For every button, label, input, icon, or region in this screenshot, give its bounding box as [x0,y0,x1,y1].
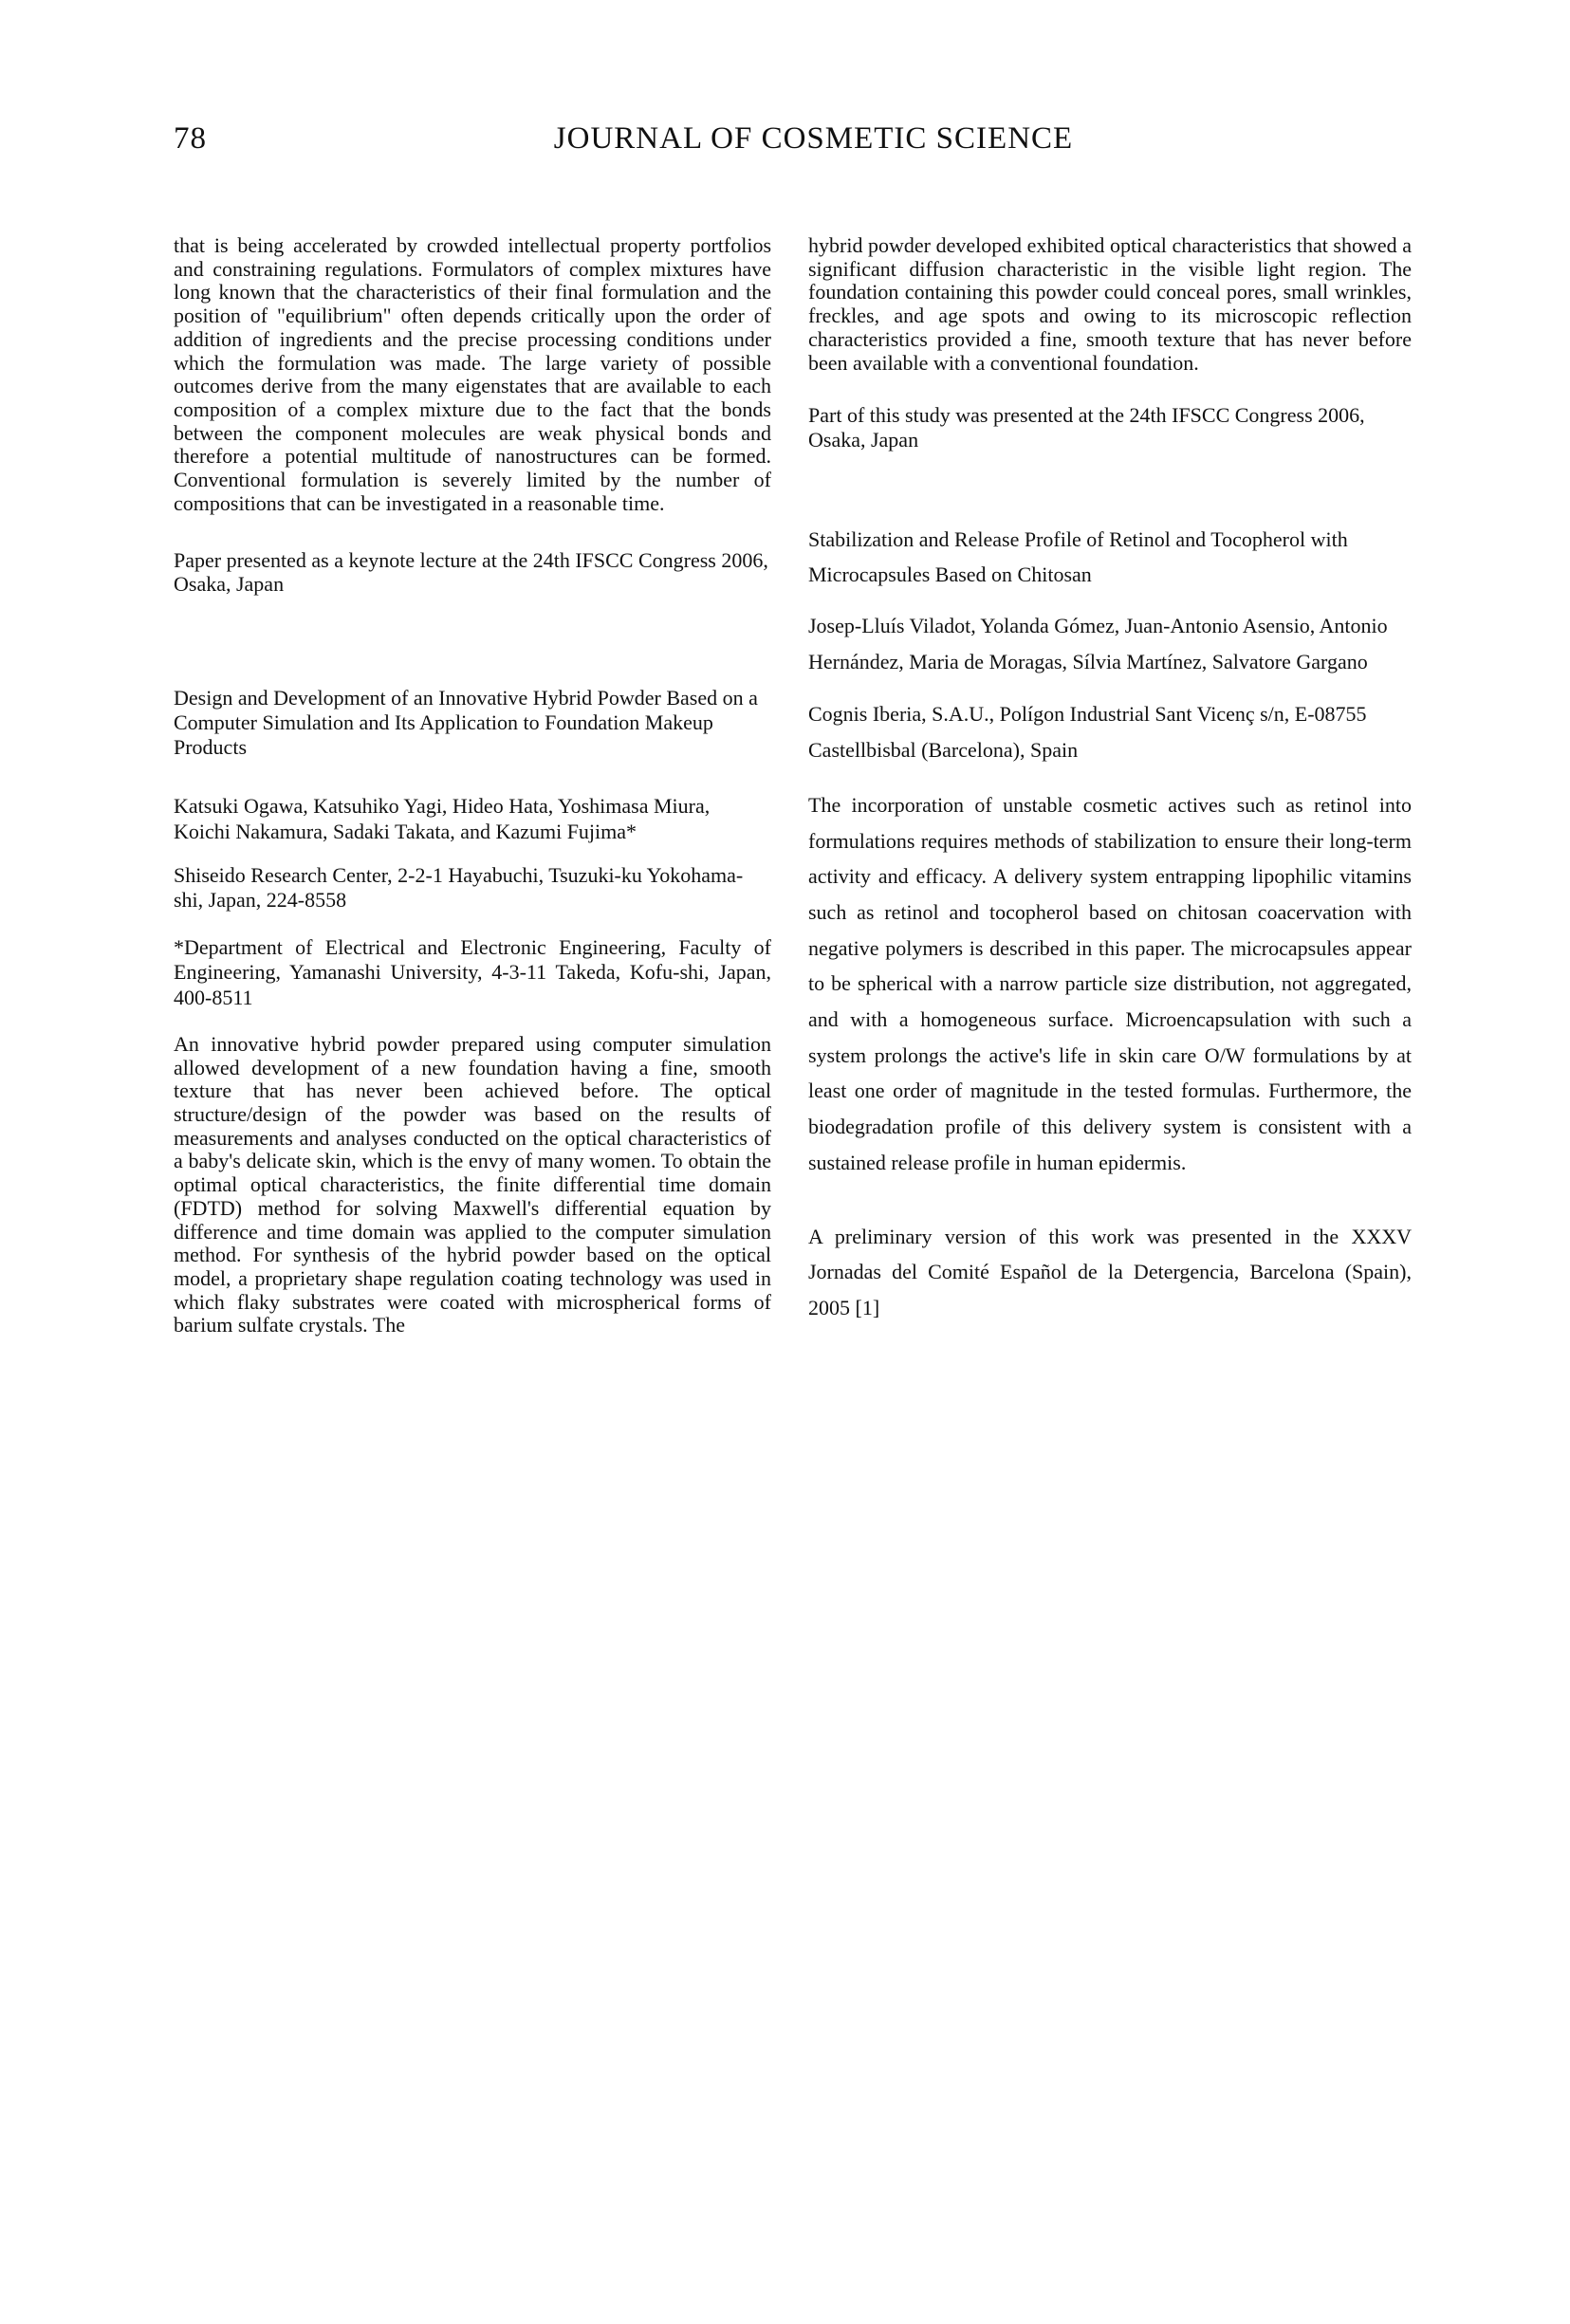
page-number: 78 [174,121,207,156]
left-column [174,234,771,1337]
left-presentation-note: Paper presented as a keynote lecture at the 24th IFSCC Congress 2006, Osaka, Japan [174,548,768,597]
article-1-title: Design and Development of an Innovative Hybrid Powder Based on a Computer Simulation and Its Application to Foundation Makeup Products [174,685,758,760]
continued-paragraph: that is being accelerated by crowded intellectual property portfolios and constraining regulations. Formulators of complex mixtures have long known that the characteristics of their final formulation and the position of "equilibrium" often depends critically upon the order of addition of ingredients and the precise processing conditions under which the formulation was made. The large variety of possible outcomes derive from the many eigenstates that are available to each composition of a complex mixture due to the fact that the bonds between the component molecules are weak physical bonds and therefore a potential multitude of nanostructures can be formed. Conventional formulation is severely limited by the number of compositions that can be investigated in a reasonable time. [174,233,771,515]
article-2-title: Stabilization and Release Profile of Retinol and Tocopherol with Microcapsules Based on Chitosan [808,526,1348,587]
article-2-authors: Josep-Lluís Viladot, Yolanda Gómez, Juan-Antonio Asensio, Antonio Hernández, Maria de Moragas, Sílvia Martínez, Salvatore Gargano [808,614,1388,673]
journal-title: JOURNAL OF COSMETIC SCIENCE [553,121,1074,156]
article-2-abstract: The incorporation of unstable cosmetic actives such as retinol into formulations requires methods of stabilization to ensure their long-term activity and efficacy. A delivery system entrapping lipophilic vitamins such as retinol and tocopherol based on chitosan coacervation with negative polymers is described in this paper. The microcapsules appear to be spherical with a narrow particle size distribution, not aggregated, and with a homogeneous surface. Microencapsulation with such a system prolongs the active's life in skin care O/W formulations by at least one order of magnitude in the tested formulas. Furthermore, the biodegradation profile of this delivery system is consistent with a sustained release profile in human epidermis. [808,792,1412,1174]
article-2-preliminary-note: A preliminary version of this work was presented in the XXXV Jornadas del Comité Español de la Detergencia, Barcelona (Spain), 2005 [1] [808,1224,1412,1319]
article-2-affiliation: Cognis Iberia, S.A.U., Polígon Industrial Sant Vicenç s/n, E-08755 Castellbisbal (Barcelona), Spain [808,702,1367,763]
article-1-affiliation: Shiseido Research Center, 2-2-1 Hayabuchi, Tsuzuki-ku Yokohama-shi, Japan, 224-8558 [174,862,744,913]
article-1-abstract-continued: hybrid powder developed exhibited optical characteristics that showed a significant diffusion characteristic in the visible light region. The foundation containing this powder could conceal pores, small wrinkles, freckles, and age spots and owing to its microscopic reflection characteristics provided a fine, smooth texture that has never before been available with a conventional foundation. [808,233,1412,375]
right-presentation-note: Part of this study was presented at the 24th IFSCC Congress 2006, Osaka, Japan [808,403,1365,452]
page-header [0,121,1570,169]
article-1-abstract: An innovative hybrid powder prepared using computer simulation allowed development of a new foundation having a fine, smooth texture that has never been achieved before. The optical structure/design of the powder was based on the results of measurements and analyses conducted on the optical characteristics of a baby's delicate skin, which is the envy of many women. To obtain the optimal optical characteristics, the finite differential time domain (FDTD) method for solving Maxwell's differential equation by difference and time domain was applied to the computer simulation method. For synthesis of the hybrid powder based on the optical model, a proprietary shape regulation coating technology was used in which flaky substrates were coated with microspherical forms of barium sulfate crystals. The [174,1031,771,1337]
article-1-affiliation-secondary: *Department of Electrical and Electronic Engineering, Faculty of Engineering, Yamanashi University, 4-3-11 Takeda, Kofu-shi, Japan, 400-8511 [174,935,771,1009]
article-1-authors: Katsuki Ogawa, Katsuhiko Yagi, Hideo Hata, Yoshimasa Miura, Koichi Nakamura, Sadaki Takata, and Kazumi Fujima* [174,794,711,843]
right-column [808,234,1412,1326]
